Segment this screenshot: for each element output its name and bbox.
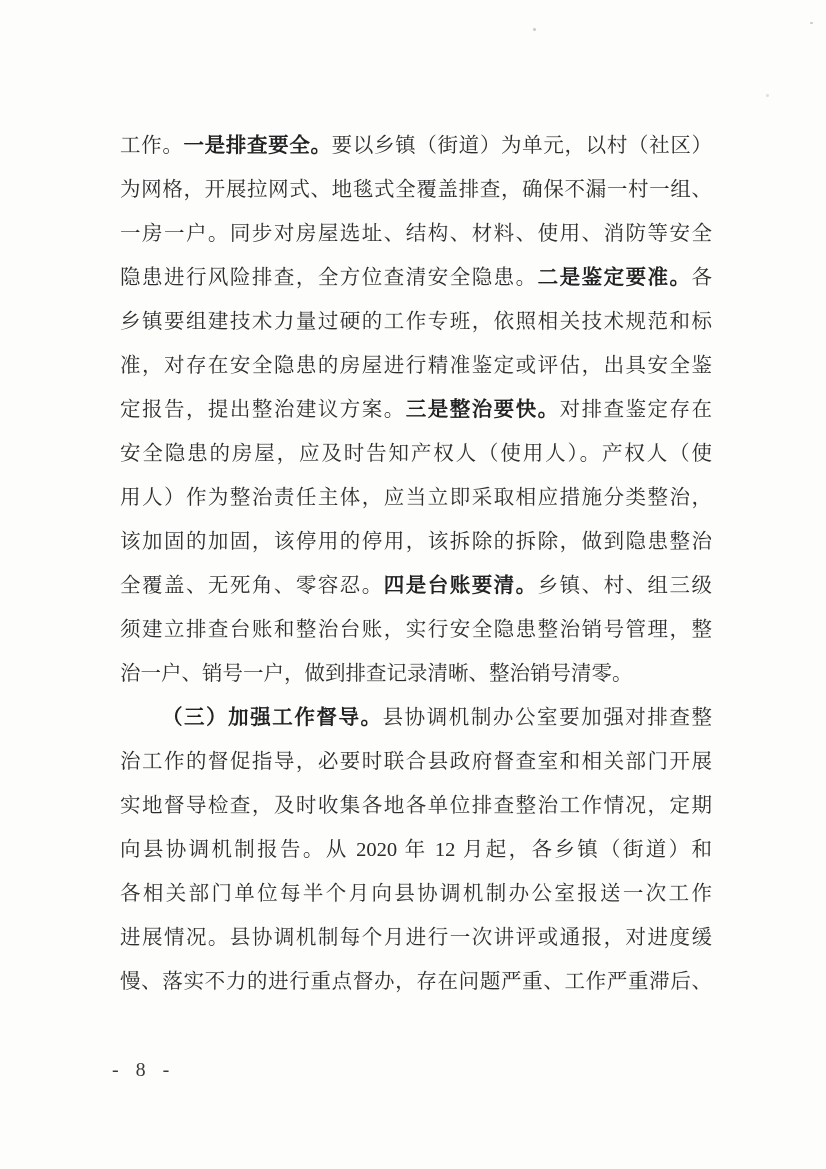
scan-speck [810, 22, 813, 24]
text-segment: 治一户、销号一户，做到排查记录清晰、整治销号清零。 [120, 663, 633, 685]
text-line [120, 696, 712, 740]
text-line [120, 828, 712, 872]
text-line [120, 344, 712, 388]
document-body [120, 124, 712, 1004]
text-line [120, 608, 712, 652]
text-segment: 进展情况。县协调机制每个月进行一次讲评或通报，对进度缓 [120, 927, 712, 949]
bold-emphasis: 四是台账要清。 [383, 575, 538, 597]
text-segment: 准，对存在安全隐患的房屋进行精准鉴定或评估，出具安全鉴 [120, 355, 712, 377]
page-number: - 8 - [112, 1059, 173, 1081]
text-line [120, 168, 712, 212]
text-segment: 须建立排查台账和整治台账，实行安全隐患整治销号管理，整 [120, 619, 712, 641]
text-segment: 定报告，提出整治建议方案。 [120, 399, 406, 421]
text-segment: 用人）作为整治责任主体，应当立即采取相应措施分类整治， [120, 487, 712, 509]
text-segment: 安全隐患的房屋，应及时告知产权人（使用人）。产权人（使 [120, 443, 712, 465]
text-segment: 隐患进行风险排查，全方位查清安全隐患。 [120, 267, 538, 289]
text-segment: 乡镇、村、组三级 [537, 575, 713, 597]
bold-emphasis: 二是鉴定要准。 [537, 267, 692, 289]
bold-emphasis: 三是整治要快。 [405, 399, 560, 421]
text-line [120, 740, 712, 784]
text-segment: 全覆盖、无死角、零容忍。 [120, 575, 384, 597]
text-line [120, 652, 712, 696]
text-line [120, 476, 712, 520]
text-segment: 实地督导检查，及时收集各地各单位排查整治工作情况，定期 [120, 795, 712, 817]
text-line [120, 564, 712, 608]
text-line [120, 784, 712, 828]
text-segment: 慢、落实不力的进行重点督办，存在问题严重、工作严重滞后、 [120, 971, 712, 993]
text-line [120, 256, 712, 300]
text-segment: 各 [691, 267, 713, 289]
bold-emphasis: （三）加强工作督导。 [162, 707, 383, 729]
scan-speck [766, 94, 769, 97]
text-segment: 工作。 [120, 135, 184, 157]
text-segment: 该加固的加固，该停用的停用，该拆除的拆除，做到隐患整治 [120, 531, 712, 553]
text-segment: 县协调机制办公室要加强对排查整 [382, 707, 712, 729]
text-line [120, 872, 712, 916]
text-segment: 要以乡镇（街道）为单元，以村（社区） [331, 135, 713, 157]
text-line [120, 960, 712, 1004]
text-segment: 各相关部门单位每半个月向县协调机制办公室报送一次工作 [120, 883, 712, 905]
text-segment: 乡镇要组建技术力量过硬的工作专班，依照相关技术规范和标 [120, 311, 712, 333]
bold-emphasis: 一是排查要全。 [183, 135, 332, 157]
text-line [120, 388, 712, 432]
text-line [120, 300, 712, 344]
text-line [120, 916, 712, 960]
text-line [120, 432, 712, 476]
text-segment: 一房一户。同步对房屋选址、结构、材料、使用、消防等安全 [120, 223, 712, 245]
text-segment: 向县协调机制报告。从 2020 年 12 月起，各乡镇（街道）和 [120, 839, 712, 861]
text-segment: 治工作的督促指导，必要时联合县政府督查室和相关部门开展 [120, 751, 712, 773]
scan-speck [533, 28, 536, 31]
text-line [120, 124, 712, 168]
text-line [120, 520, 712, 564]
text-line [120, 212, 712, 256]
text-segment: 对排查鉴定存在 [559, 399, 713, 421]
text-segment: 为网格，开展拉网式、地毯式全覆盖排查，确保不漏一村一组、 [120, 179, 712, 201]
